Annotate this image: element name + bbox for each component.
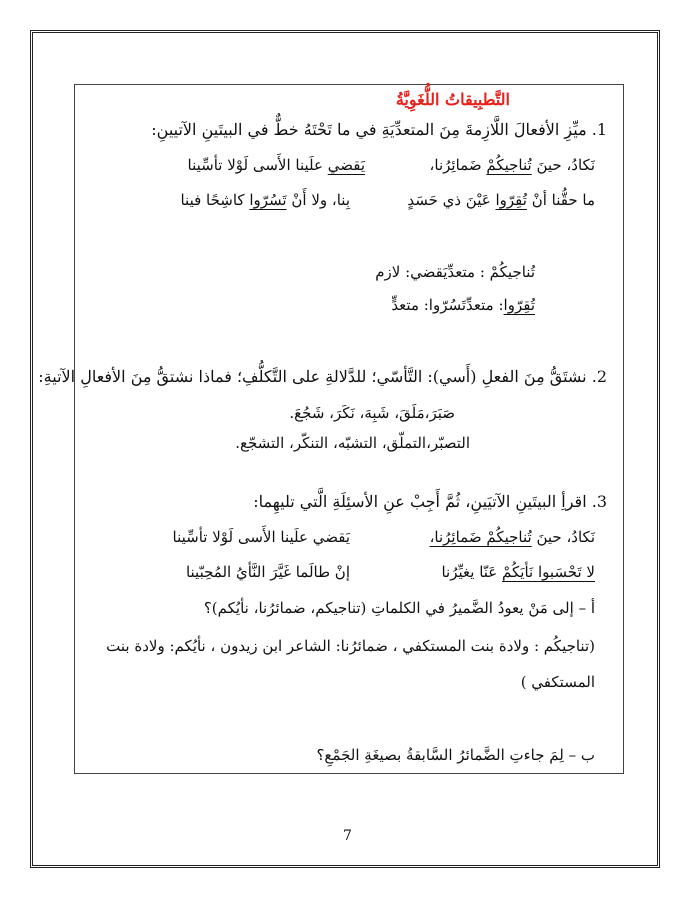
text-part: نَكادُ، حينَ [531,528,595,546]
q3-verse1-first-hemistich [430,527,595,547]
underlined-verb: تَسُرّوا [249,191,287,209]
text-part: علَينا الأَسى لَوْلا تأسِّينا [187,156,328,174]
q1-verse1-first-hemistich [430,155,595,175]
q3-verse2-first-hemistich [441,562,595,582]
question-2-prompt: 2. نشتَقُّ مِنَ الفعلِ (أَسي): التَّأسّي؛ للدَّلالةِ على التَّكلُّفِ؛ فماذا نشتقُّ مِنَ الأفعالِ الآتيةِ: [38,367,607,386]
page-title: التَّطبِيقاتُ اللُّغَوِيَّةُ [395,90,510,109]
q3-verse1-second-hemistich: يَقضي علَينا الأَسى لَوْلا تأسِّينا [172,528,350,546]
q3-sub-answer-a-line-2: المستكفي ) [520,673,595,691]
q3-sub-question-b: ب – لِمَ جاءتِ الضَّمائرُ السَّابقةُ بصيغَةِ الجَمْعِ؟ [316,746,595,764]
underlined-verb: يَقضي [327,156,365,174]
question-1-prompt: 1. ميِّزِ الأفعالَ اللَّازِمةَ مِنَ المتعدِّيَةِ في ما تَحْتَهُ خطٌّ في البيتَينِ الآتيينِ: [151,120,607,139]
page-number: 7 [343,828,352,844]
text-part: عَيْنَ ذي حَسَدٍ [407,191,496,209]
q1-answer-line-1: تُناجيكُمْ : متعدِّيَقضي: لازم [375,263,535,281]
underlined-verb: تُقِرّوا [495,191,527,209]
text-part: : متعدِّتَسُرّوا: متعدٍّ [391,296,504,314]
question-3-prompt: 3. اقرأِ البيتَينِ الآتيَينِ، ثُمَّ أَجِبْ عنِ الأسئِلَةِ الَّتي تليهِما: [253,492,607,511]
text-part: بِنا، ولا أَنْ [286,191,350,209]
q2-answer: التصبّر،التملّق، التشبّه، التنكّر، التشجّع. [235,434,470,452]
text-part: نَكادُ، حينَ [531,156,595,174]
q1-verse1-second-hemistich [188,155,366,175]
q3-sub-question-a: أ – إلى مَنْ يعودُ الضَّميرُ في الكلماتِ (تناجيكم، ضمائرُنا، نأيُكم)؟ [203,599,595,617]
underlined-verb: تُناجيكُمْ [486,156,532,174]
q1-verse2-first-hemistich [407,190,595,210]
q2-verb-list: صَبَرَ،مَلَقَ، شَبِهَ، نَكَرَ، شَجُعَ. [289,404,455,422]
text-part: كاشِحًا فينا [180,191,250,209]
content-frame [74,84,624,774]
q1-answer-line-2 [391,295,535,315]
q3-verse2-second-hemistich: إنْ طالَما غَيَّرَ النَّأيُ المُحِبّينا [185,563,350,581]
underlined-verb: تُقِرّوا [503,296,535,314]
q1-verse2-second-hemistich [180,190,350,210]
underlined-phrase: تُناجيكُمْ ضَمائِرُنا، [429,528,532,546]
text-part: ما حقُّنا أنْ [526,191,595,209]
underlined-phrase: لا تَحْسَبوا نَأيَكُمْ [502,563,595,581]
q3-sub-answer-a-line-1: (تناجيكُم : ولادة بنت المستكفي ، ضمائرُنا: الشاعر ابن زيدون ، نأيُكم: ولادة بنت [106,637,595,655]
text-part: ضَمائِرُنا، [429,156,487,174]
text-part: عَنّا يغيِّرُنا [441,563,503,581]
